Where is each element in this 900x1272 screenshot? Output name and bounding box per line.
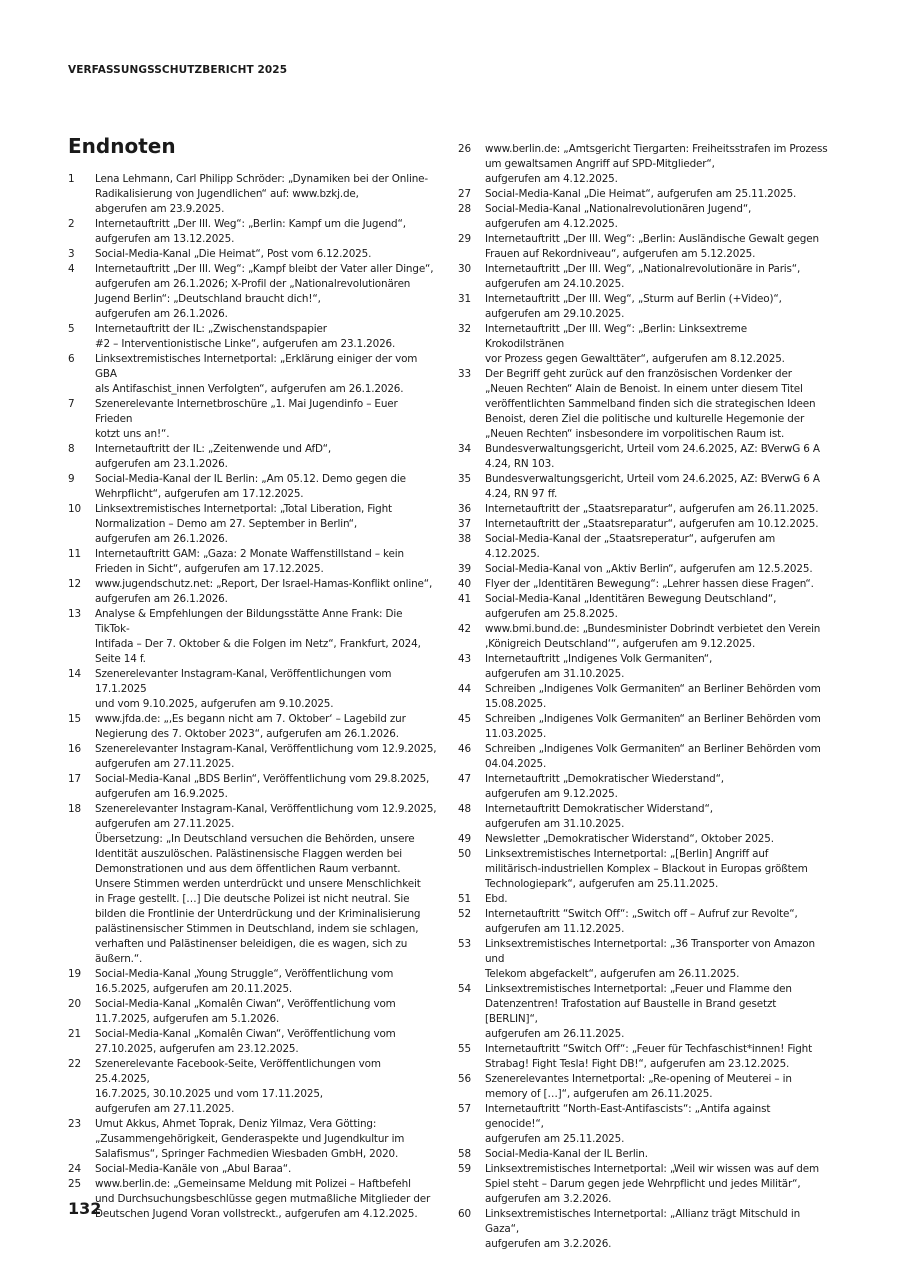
endnote-text: Social-Media-Kanal „Young Struggle“, Veröffentlichung vom 16.5.2025, aufgerufen am 20.11.2025.: [95, 968, 394, 995]
endnote-text: Social-Media-Kanal der IL Berlin: „Am 05.12. Demo gegen die Wehrpflicht“, aufgerufen am 17.12.2025.: [95, 473, 406, 500]
endnote-item: [68, 997, 438, 1027]
endnote-item: [458, 772, 828, 802]
endnote-text: Szenerelevante Facebook-Seite, Veröffentlichungen vom 25.4.2025, 16.7.2025, 30.10.2025 und vom 17.11.2025, aufgerufen am 27.11.2025.: [95, 1058, 381, 1115]
endnote-number: 27: [458, 188, 471, 200]
endnote-number: 37: [458, 518, 471, 530]
endnote-item: [458, 847, 828, 892]
endnote-item: [458, 1042, 828, 1072]
endnote-text: Linksextremistisches Internetportal: „Weil wir wissen was auf dem Spiel steht – Darum gegen jede Wehrpflicht und jedes Militär“, aufgerufen am 3.2.2026.: [485, 1163, 819, 1205]
running-header: VERFASSUNGSSCHUTZBERICHT 2025: [68, 64, 288, 76]
endnote-item: [68, 472, 438, 502]
endnote-text: Bundesverwaltungsgericht, Urteil vom 24.6.2025, AZ: BVerwG 6 A 4.24, RN 97 ff.: [485, 473, 820, 500]
endnote-item: [68, 967, 438, 997]
endnote-number: 25: [68, 1178, 81, 1190]
endnote-item: [458, 517, 828, 532]
endnote-text: Internetauftritt „Der III. Weg“, „Sturm auf Berlin (+Video)“, aufgerufen am 29.10.2025.: [485, 293, 782, 320]
endnote-number: 16: [68, 743, 81, 755]
endnote-item: [458, 472, 828, 502]
endnote-text: Internetauftritt Demokratischer Widerstand“, aufgerufen am 31.10.2025.: [485, 803, 713, 830]
endnote-item: [68, 1177, 438, 1222]
endnote-text: Internetauftritt „Der III. Weg“, „Nationalrevolutionäre in Paris“, aufgerufen am 24.10.2025.: [485, 263, 801, 290]
endnote-text: Social-Media-Kanal „Die Heimat“, aufgerufen am 25.11.2025.: [485, 188, 797, 200]
endnote-item: [68, 397, 438, 442]
endnote-item: [458, 187, 828, 202]
endnote-item: [68, 172, 438, 217]
endnote-text: Schreiben „Indigenes Volk Germaniten“ an Berliner Behörden vom 04.04.2025.: [485, 743, 821, 770]
endnote-text: Ebd.: [485, 893, 508, 905]
endnote-text: Szenerelevante Internetbroschüre „1. Mai Jugendinfo – Euer Frieden kotzt uns an!“.: [95, 398, 398, 440]
endnote-text: Linksextremistisches Internetportal: „Erklärung einiger der vom GBA als Antifaschist_innen Verfolgten“, aufgerufen am 26.1.2026.: [95, 353, 418, 395]
endnote-number: 17: [68, 773, 81, 785]
endnote-number: 60: [458, 1208, 471, 1220]
endnote-number: 52: [458, 908, 471, 920]
endnotes-column-right: [458, 142, 828, 1252]
endnote-item: [68, 502, 438, 547]
endnote-text: Internetauftritt der IL: „Zeitenwende und AfD“, aufgerufen am 23.1.2026.: [95, 443, 332, 470]
endnote-text: Social-Media-Kanal der IL Berlin.: [485, 1148, 648, 1160]
endnote-number: 40: [458, 578, 471, 590]
endnote-number: 12: [68, 578, 81, 590]
endnote-number: 26: [458, 143, 471, 155]
endnote-number: 11: [68, 548, 81, 560]
endnote-text: Social-Media-Kanal „Komalên Ciwan“, Veröffentlichung vom 27.10.2025, aufgerufen am 23.12.2025.: [95, 1028, 396, 1055]
page-number: 132: [68, 1199, 102, 1218]
endnote-item: [68, 712, 438, 742]
endnote-number: 28: [458, 203, 471, 215]
endnote-text: Social-Media-Kanal „Nationalrevolutionären Jugend“, aufgerufen am 4.12.2025.: [485, 203, 752, 230]
endnote-number: 7: [68, 398, 75, 410]
endnote-text: Lena Lehmann, Carl Philipp Schröder: „Dynamiken bei der Online- Radikalisierung von Jugendlichen“ auf: www.bzkj.de, abgerufen am 23.9.2025.: [95, 173, 428, 215]
endnote-item: [458, 892, 828, 907]
endnote-item: [458, 502, 828, 517]
endnote-number: 43: [458, 653, 471, 665]
endnote-item: [68, 247, 438, 262]
endnote-text: Social-Media-Kanal von „Aktiv Berlin“, aufgerufen am 12.5.2025.: [485, 563, 813, 575]
endnote-text: Social-Media-Kanal „BDS Berlin“, Veröffentlichung vom 29.8.2025, aufgerufen am 16.9.2025.: [95, 773, 430, 800]
endnote-item: [458, 907, 828, 937]
endnote-number: 58: [458, 1148, 471, 1160]
endnote-text: Social-Media-Kanal „Komalên Ciwan“, Veröffentlichung vom 11.7.2025, aufgerufen am 5.1.2026.: [95, 998, 396, 1025]
endnote-number: 55: [458, 1043, 471, 1055]
endnote-text: Social-Media-Kanäle von „Abul Baraa“.: [95, 1163, 292, 1175]
endnote-number: 57: [458, 1103, 471, 1115]
endnote-text: Internetauftritt GAM: „Gaza: 2 Monate Waffenstillstand – kein Frieden in Sicht“, aufgerufen am 17.12.2025.: [95, 548, 404, 575]
endnote-text: www.berlin.de: „Gemeinsame Meldung mit Polizei – Haftbefehl und Durchsuchungsbeschlüsse gegen mutmaßliche Mitglieder der Deutschen Jugend Voran vollstreckt., aufgerufen am 4.12.2025.: [95, 1178, 431, 1220]
endnote-item: [68, 1162, 438, 1177]
endnote-number: 39: [458, 563, 471, 575]
endnote-number: 34: [458, 443, 471, 455]
page-title: Endnoten: [68, 134, 176, 158]
endnote-text: Newsletter „Demokratischer Widerstand“, Oktober 2025.: [485, 833, 774, 845]
endnote-text: Internetauftritt „Indigenes Volk Germaniten“, aufgerufen am 31.10.2025.: [485, 653, 713, 680]
endnote-number: 15: [68, 713, 81, 725]
endnote-text: Linksextremistisches Internetportal: „[Berlin] Angriff auf militärisch-industriellen Komplex – Blackout in Europas größtem Technologiepark“, aufgerufen am 25.11.2025.: [485, 848, 808, 890]
endnote-item: [68, 1117, 438, 1162]
endnote-number: 59: [458, 1163, 471, 1175]
endnote-item: [68, 772, 438, 802]
endnote-text: Der Begriff geht zurück auf den französischen Vordenker der „Neuen Rechten“ Alain de Benoist. In einem unter diesem Titel veröffentlichten Sammelband finden sich die strategischen Ideen Benoist, deren Ziel die politische und kulturelle Hegemonie der „Neuen Rechten“ insbesondere im vorpolitischen Raum ist.: [485, 368, 816, 440]
endnote-item: [458, 322, 828, 367]
endnote-number: 13: [68, 608, 81, 620]
endnote-item: [458, 1072, 828, 1102]
endnote-number: 41: [458, 593, 471, 605]
endnote-number: 48: [458, 803, 471, 815]
endnote-text: Internetauftritt “Switch Off“: „Feuer für Techfaschist*innen! Fight Strabag! Fight Tesla! Fight DB!“, aufgerufen am 23.12.2025.: [485, 1043, 812, 1070]
endnote-item: [68, 217, 438, 247]
endnote-item: [458, 742, 828, 772]
endnote-text: www.jfda.de: „‚Es begann nicht am 7. Oktober‘ – Lagebild zur Negierung des 7. Oktober 2023“, aufgerufen am 26.1.2026.: [95, 713, 406, 740]
endnote-text: Linksextremistisches Internetportal: „36 Transporter von Amazon und Telekom abgefackelt“, aufgerufen am 26.11.2025.: [485, 938, 815, 980]
endnote-text: Internetauftritt der IL: „Zwischenstandspapier #2 – Interventionistische Linke“, aufgerufen am 23.1.2026.: [95, 323, 396, 350]
endnote-text: Linksextremistisches Internetportal: „Total Liberation, Fight Normalization – Demo am 27. September in Berlin“, aufgerufen am 26.1.2026.: [95, 503, 392, 545]
endnote-item: [68, 742, 438, 772]
endnote-item: [458, 1207, 828, 1252]
endnote-text: Internetauftritt „Der III. Weg“: „Berlin: Ausländische Gewalt gegen Frauen auf Rekordniveau“, aufgerufen am 5.12.2025.: [485, 233, 819, 260]
endnote-item: [458, 937, 828, 982]
endnote-text: Internetauftritt der „Staatsreparatur“, aufgerufen am 10.12.2025.: [485, 518, 819, 530]
endnote-number: 5: [68, 323, 75, 335]
endnote-text: Szenerelevantes Internetportal: „Re-opening of Meuterei – in memory of […]“, aufgerufen am 26.11.2025.: [485, 1073, 792, 1100]
endnote-text: Szenerelevanter Instagram-Kanal, Veröffentlichungen vom 17.1.2025 und vom 9.10.2025, aufgerufen am 9.10.2025.: [95, 668, 392, 710]
endnote-number: 19: [68, 968, 81, 980]
endnote-text: Analyse & Empfehlungen der Bildungsstätte Anne Frank: Die TikTok- Intifada – Der 7. Oktober & die Folgen im Netz“, Frankfurt, 2024, Seite 14 f.: [95, 608, 421, 665]
endnote-text: Linksextremistisches Internetportal: „Allianz trägt Mitschuld in Gaza“, aufgerufen am 3.2.2026.: [485, 1208, 801, 1250]
endnote-number: 53: [458, 938, 471, 950]
endnote-text: Internetauftritt „Demokratischer Wiederstand“, aufgerufen am 9.12.2025.: [485, 773, 724, 800]
endnote-text: Linksextremistisches Internetportal: „Feuer und Flamme den Datenzentren! Trafostation auf Baustelle in Brand gesetzt [BERLIN]“, aufgerufen am 26.11.2025.: [485, 983, 792, 1040]
endnote-item: [458, 562, 828, 577]
endnote-text: Internetauftritt “North-East-Antifascists“: „Antifa against genocide!“, aufgerufen am 25.11.2025.: [485, 1103, 771, 1145]
endnote-item: [458, 1147, 828, 1162]
endnote-number: 46: [458, 743, 471, 755]
endnote-number: 24: [68, 1163, 81, 1175]
endnote-number: 22: [68, 1058, 81, 1070]
endnote-number: 1: [68, 173, 75, 185]
endnote-item: [68, 667, 438, 712]
endnote-number: 9: [68, 473, 75, 485]
endnote-number: 4: [68, 263, 75, 275]
endnote-item: [458, 712, 828, 742]
endnote-item: [458, 367, 828, 442]
endnote-item: [68, 1057, 438, 1117]
endnote-text: Internetauftritt „Der III. Weg“: „Berlin: Kampf um die Jugend“, aufgerufen am 13.12.2025.: [95, 218, 406, 245]
endnote-text: Szenerelevanter Instagram-Kanal, Veröffentlichung vom 12.9.2025, aufgerufen am 27.11.2025.: [95, 743, 437, 770]
endnote-item: [458, 577, 828, 592]
endnote-item: [458, 232, 828, 262]
endnote-number: 6: [68, 353, 75, 365]
endnote-text: Internetauftritt „Der III. Weg“: „Berlin: Linksextreme Krokodilstränen vor Prozess gegen Gewalttäter“, aufgerufen am 8.12.2025.: [485, 323, 785, 365]
endnote-number: 20: [68, 998, 81, 1010]
endnote-text: Internetauftritt der „Staatsreparatur“, aufgerufen am 26.11.2025.: [485, 503, 819, 515]
endnote-item: [458, 292, 828, 322]
endnote-text: Social-Media-Kanal der „Staatsreperatur“, aufgerufen am 4.12.2025.: [485, 533, 776, 560]
endnote-number: 45: [458, 713, 471, 725]
endnote-number: 29: [458, 233, 471, 245]
endnote-text: Schreiben „Indigenes Volk Germaniten“ an Berliner Behörden vom 11.03.2025.: [485, 713, 821, 740]
endnote-item: [458, 262, 828, 292]
endnote-text: www.berlin.de: „Amtsgericht Tiergarten: Freiheitsstrafen im Prozess um gewaltsamen Angriff auf SPD-Mitglieder“, aufgerufen am 4.12.2025.: [485, 143, 828, 185]
endnote-number: 21: [68, 1028, 81, 1040]
endnote-item: [458, 682, 828, 712]
endnote-number: 49: [458, 833, 471, 845]
endnote-item: [458, 652, 828, 682]
endnote-number: 3: [68, 248, 75, 260]
endnote-item: [68, 1027, 438, 1057]
endnote-number: 31: [458, 293, 471, 305]
endnote-number: 42: [458, 623, 471, 635]
endnote-number: 44: [458, 683, 471, 695]
endnote-number: 50: [458, 848, 471, 860]
endnote-number: 18: [68, 803, 81, 815]
endnote-item: [458, 1162, 828, 1207]
endnote-item: [458, 532, 828, 562]
endnote-text: Bundesverwaltungsgericht, Urteil vom 24.6.2025, AZ: BVerwG 6 A 4.24, RN 103.: [485, 443, 820, 470]
endnote-text: Flyer der „Identitären Bewegung“: „Lehrer hassen diese Fragen“.: [485, 578, 814, 590]
endnote-number: 10: [68, 503, 81, 515]
endnote-text: Internetauftritt “Switch Off“: „Switch off – Aufruf zur Revolte“, aufgerufen am 11.12.2025.: [485, 908, 798, 935]
endnote-item: [458, 832, 828, 847]
endnote-text: Internetauftritt „Der III. Weg“: „Kampf bleibt der Vater aller Dinge“, aufgerufen am 26.1.2026; X-Profil der „Nationalrevolutionären Jugend Berlin“: „Deutschland braucht dich!“, aufgerufen am 26.1.2026.: [95, 263, 434, 320]
endnote-item: [458, 592, 828, 622]
endnote-item: [458, 202, 828, 232]
endnote-item: [68, 547, 438, 577]
endnote-number: 51: [458, 893, 471, 905]
endnote-item: [68, 802, 438, 967]
endnote-number: 8: [68, 443, 75, 455]
endnote-text: Social-Media-Kanal „Identitären Bewegung Deutschland“, aufgerufen am 25.8.2025.: [485, 593, 777, 620]
endnote-text: Umut Akkus, Ahmet Toprak, Deniz Yilmaz, Vera Götting: „Zusammengehörigkeit, Genderaspekte und Jugendkultur im Salafismus“, Springer Fachmedien Wiesbaden GmbH, 2020.: [95, 1118, 405, 1160]
endnote-text: www.jugendschutz.net: „Report, Der Israel-Hamas-Konflikt online“, aufgerufen am 26.1.2026.: [95, 578, 433, 605]
endnote-text: www.bmi.bund.de: „Bundesminister Dobrindt verbietet den Verein ‚Königreich Deutschland‘“, aufgerufen am 9.12.2025.: [485, 623, 821, 650]
endnote-item: [68, 322, 438, 352]
endnote-item: [68, 577, 438, 607]
endnote-number: 33: [458, 368, 471, 380]
endnote-number: 30: [458, 263, 471, 275]
endnote-number: 35: [458, 473, 471, 485]
endnote-item: [68, 607, 438, 667]
endnote-item: [68, 442, 438, 472]
endnote-number: 14: [68, 668, 81, 680]
endnote-number: 54: [458, 983, 471, 995]
endnote-item: [458, 142, 828, 187]
endnote-number: 36: [458, 503, 471, 515]
endnote-item: [458, 982, 828, 1042]
endnote-number: 2: [68, 218, 75, 230]
endnote-item: [68, 352, 438, 397]
endnote-item: [68, 262, 438, 322]
endnote-number: 32: [458, 323, 471, 335]
endnote-item: [458, 442, 828, 472]
endnote-text: Social-Media-Kanal „Die Heimat“, Post vom 6.12.2025.: [95, 248, 372, 260]
endnote-text: Schreiben „Indigenes Volk Germaniten“ an Berliner Behörden vom 15.08.2025.: [485, 683, 821, 710]
endnote-number: 38: [458, 533, 471, 545]
endnote-item: [458, 802, 828, 832]
endnote-item: [458, 622, 828, 652]
endnote-item: [458, 1102, 828, 1147]
endnote-text: Szenerelevanter Instagram-Kanal, Veröffentlichung vom 12.9.2025, aufgerufen am 27.11.2025. Übersetzung: „In Deutschland versuchen die Behörden, unsere Identität auszulöschen. Palästinensische Flaggen werden bei Demonstrationen und aus dem öffentlichen Raum verbannt. Unsere Stimmen werden unterdrückt und unsere Menschlichkeit in Frage gestellt. […] Die deutsche Polizei ist nicht neutral. Sie bilden die Frontlinie der Unterdrückung und der Kriminalisierung palästinensischer Stimmen in Deutschland, indem sie schlagen, verhaften und Palästinenser beleidigen, die es wagen, sich zu äußern.“.: [95, 803, 437, 965]
endnote-number: 56: [458, 1073, 471, 1085]
endnote-number: 47: [458, 773, 471, 785]
endnote-number: 23: [68, 1118, 81, 1130]
endnotes-column-left: [68, 172, 438, 1222]
